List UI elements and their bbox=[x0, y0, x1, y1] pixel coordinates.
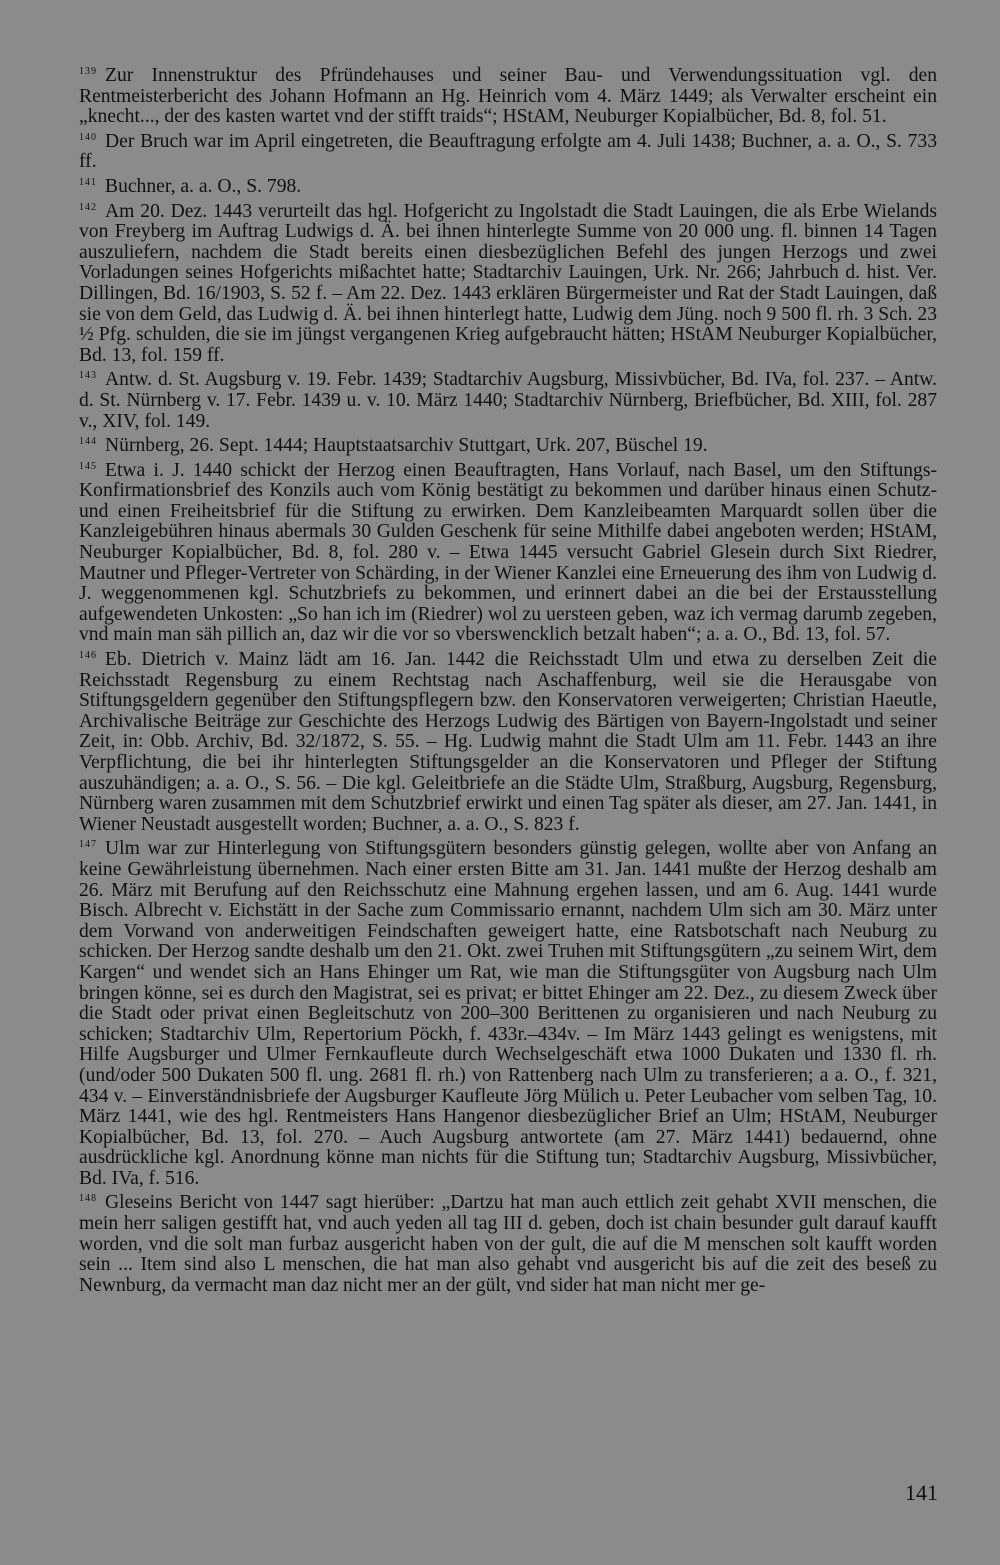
footnote-text: Eb. Dietrich v. Mainz lädt am 16. Jan. 1442 die Reichsstadt Ulm und etwa zu derselben Zeit die Reichsstadt Regensburg zu einem Rechtstag nach Aschaffenburg, weil sie die Herausgabe von Stiftungsgeldern gegenüber den Stiftungspflegern bzw. den Konservatoren verweigerten; Christian Haeutle, Archivalische Beiträge zur Geschichte des Herzogs Ludwig des Bärtigen von Bayern-Ingolstadt und seiner Zeit, in: Obb. Archiv, Bd. 32/1872, S. 55. – Hg. Ludwig mahnt die Stadt Ulm am 11. Febr. 1443 an ihre Verpflichtung, die bei ihr hinterlegten Stiftungsgelder an die Konservatoren und Pfleger der Stiftung auszuhändigen; a. a. O., S. 56. – Die kgl. Geleitbriefe an die Städte Ulm, Straßburg, Augsburg, Regensburg, Nürnberg waren zusammen mit dem Schutzbrief erwirkt und einen Tag später als dieser, am 27. Jan. 1441, in Wiener Neustadt ausgestellt worden; Buchner, a. a. O., S. 823 f. bbox=[79, 649, 937, 835]
footnote-text: Buchner, a. a. O., S. 798. bbox=[105, 175, 302, 197]
footnote-text: Etwa i. J. 1440 schickt der Herzog einen Beauftragten, Hans Vorlauf, nach Basel, um den Stiftungs-Konfirmationsbrief des Konzils auch vom König bestätigt zu bekommen und darüber hinaus einen Schutz- und einen Freiheitsbrief für die Stiftung zu erwirken. Dem Kanzleibeamten Marquardt sollen über die Kanzleigebühren hinaus abermals 30 Gulden Geschenk für seine Mithilfe dabei angeboten werden; HStAM, Neuburger Kopialbücher, Bd. 8, fol. 280 v. – Etwa 1445 versucht Gabriel Glesein durch Sixt Riedrer, Mautner und Pfleger-Vertreter von Schärding, in der Wiener Kanzlei eine Erneuerung des ihm von Ludwig d. J. weggenommenen kgl. Schutzbriefs zu bekommen, und erinnert dabei an die bei der Erstausstellung aufgewendeten Unkosten: „So han ich im (Riedrer) wol zu uersteen geben, waz ich vermag darumb zegeben, vnd main man säh pillich an, daz wir die vor so vberswencklich betzalt haben“; a. a. O., Bd. 13, fol. 57. bbox=[79, 459, 937, 646]
footnote bbox=[79, 839, 937, 1189]
page-number: 141 bbox=[905, 1480, 938, 1505]
footnote-number: 143 bbox=[79, 370, 97, 382]
footnote bbox=[79, 650, 937, 835]
footnote-number: 139 bbox=[79, 66, 97, 77]
footnote bbox=[79, 461, 937, 646]
footnote-text: Antw. d. St. Augsburg v. 19. Febr. 1439; Stadtarchiv Augsburg, Missivbücher, Bd. IVa, fol. 237. – Antw. d. St. Nürnberg v. 17. Febr. 1439 u. v. 10. März 1440; Stadtarchiv Nürnberg, Briefbücher, Bd. XIII, fol. 287 v., XIV, fol. 149. bbox=[79, 369, 937, 432]
footnote-text: Am 20. Dez. 1443 verurteilt das hgl. Hofgericht zu Ingolstadt die Stadt Lauingen, die als Erbe Wielands von Freyberg im Auftrag Ludwigs d. Ä. bei ihnen hinterlegte Summe von 20 000 ung. fl. binnen 14 Tagen auszuliefern, nachdem die Stadt bereits einen diesbezüglichen Befehl des jungen Herzogs und zwei Vorladungen seines Hofgerichts mißachtet hatte; Stadtarchiv Lauingen, Urk. Nr. 266; Jahrbuch d. hist. Ver. Dillingen, Bd. 16/1903, S. 52 f. – Am 22. Dez. 1443 erklären Bürgermeister und Rat der Stadt Lauingen, daß sie von dem Geld, das Ludwig d. Ä. bei ihnen hinterlegt hatte, Ludwig dem Jüng. noch 9 500 fl. rh. 3 Sch. 23 ½ Pfg. schulden, die sie im jüngst vergangenen Krieg aufgebraucht hätten; HStAM Neuburger Kopialbücher, Bd. 13, fol. 159 ff. bbox=[79, 200, 937, 366]
footnote bbox=[79, 66, 937, 128]
footnote-number: 144 bbox=[79, 436, 97, 448]
footnote-number: 147 bbox=[79, 839, 97, 851]
footnote bbox=[79, 132, 937, 173]
footnote-number: 148 bbox=[79, 1193, 97, 1205]
footnote-number: 142 bbox=[79, 201, 97, 213]
footnote bbox=[79, 177, 937, 198]
footnote-number: 146 bbox=[79, 650, 97, 662]
footnote-number: 141 bbox=[79, 176, 97, 188]
footnote-number: 145 bbox=[79, 460, 97, 472]
footnote-text: Ulm war zur Hinterlegung von Stiftungsgütern besonders günstig gelegen, wollte aber von Anfang an keine Gewährleistung übernehmen. Nach einer ersten Bitte am 31. Jan. 1441 mußte der Herzog deshalb am 26. März mit Berufung auf den Reichsschutz eine Mahnung ergehen lassen, und am 6. Aug. 1441 wurde Bisch. Albrecht v. Eichstätt in der Sache zum Commissario ernannt, nachdem Ulm sich am 30. März unter dem Vorwand von anderweitigen Feindschaften geweigert hatte, eine Ratsbotschaft nach Neuburg zu schicken. Der Herzog sandte deshalb um den 21. Okt. zwei Truhen mit Stiftungsgütern „zu seinem Wirt, dem Kargen“ und wendet sich an Hans Ehinger um Rat, wie man die Stiftungsgüter von Augsburg nach Ulm bringen könne, sei es durch den Magistrat, sei es privat; er bittet Ehinger am 22. Dez., zu diesem Zweck über die Stadt oder privat einen Begleitschutz von 200–300 Berittenen zu organisieren und nach Neuburg zu schicken; Stadtarchiv Ulm, Repertorium Pöckh, f. 433r.–434v. – Im März 1443 gelingt es wenigstens, mit Hilfe Augsburger und Ulmer Fernkaufleute durch Wechselgeschäft etwa 1000 Dukaten und 1330 fl. rh. (und/oder 500 Dukaten 500 fl. ung. 2681 fl. rh.) von Rattenberg nach Ulm zu transferieren; a a. O., f. 321, 434 v. – Einverständnisbriefe der Augsburger Kaufleute Jörg Mülich u. Peter Leubacher vom selben Tag, 10. März 1441, wie des hgl. Rentmeisters Hans Hangenor diesbezüglicher Brief an Ulm; HStAM, Neuburger Kopialbücher, Bd. 13, fol. 270. – Auch Augsburg antwortete (am 27. März 1441) bedauernd, ohne ausdrückliche kgl. Anordnung könne man nichts für die Stiftung tun; Stadtarchiv Augsburg, Missivbücher, Bd. IVa, f. 516. bbox=[79, 838, 937, 1189]
footnote-text: Der Bruch war im April eingetreten, die Beauftragung erfolgte am 4. Juli 1438; Buchner, a. a. O., S. 733 ff. bbox=[79, 130, 937, 173]
footnote-text: Nürnberg, 26. Sept. 1444; Hauptstaatsarchiv Stuttgart, Urk. 207, Büschel 19. bbox=[105, 435, 708, 457]
footnotes-section bbox=[79, 66, 937, 1300]
footnote-number: 140 bbox=[79, 131, 97, 143]
footnote-text: Gleseins Bericht von 1447 sagt hierüber: „Dartzu hat man auch ettlich zeit gehabt XVII menschen, die mein herr saligen gestifft hat, vnd auch yeden all tag III d. geben, doch ist chain besunder gult darauf kaufft worden, vnd die solt man furbaz ausgericht haben von der gult, die auf die M menschen solt kaufft worden sein ... Item sind also L menschen, die hat man also gehabt vnd ausgericht bis auf die zeit des beseß zu Newnburg, da vermacht man daz nicht mer an der gült, vnd sider hat man nicht mer ge- bbox=[79, 1192, 937, 1296]
footnote-text: Zur Innenstruktur des Pfründehauses und seiner Bau- und Verwendungssituation vgl. den Rentmeisterbericht des Johann Hofmann an Hg. Heinrich vom 4. März 1449; als Verwalter erscheint ein „knecht..., der des kasten wartet vnd der stifft traids“; HStAM, Neuburger Kopialbücher, Bd. 8, fol. 51. bbox=[79, 65, 937, 128]
footnote bbox=[79, 436, 937, 457]
footnote bbox=[79, 202, 937, 367]
footnote bbox=[79, 370, 937, 432]
footnote bbox=[79, 1193, 937, 1296]
